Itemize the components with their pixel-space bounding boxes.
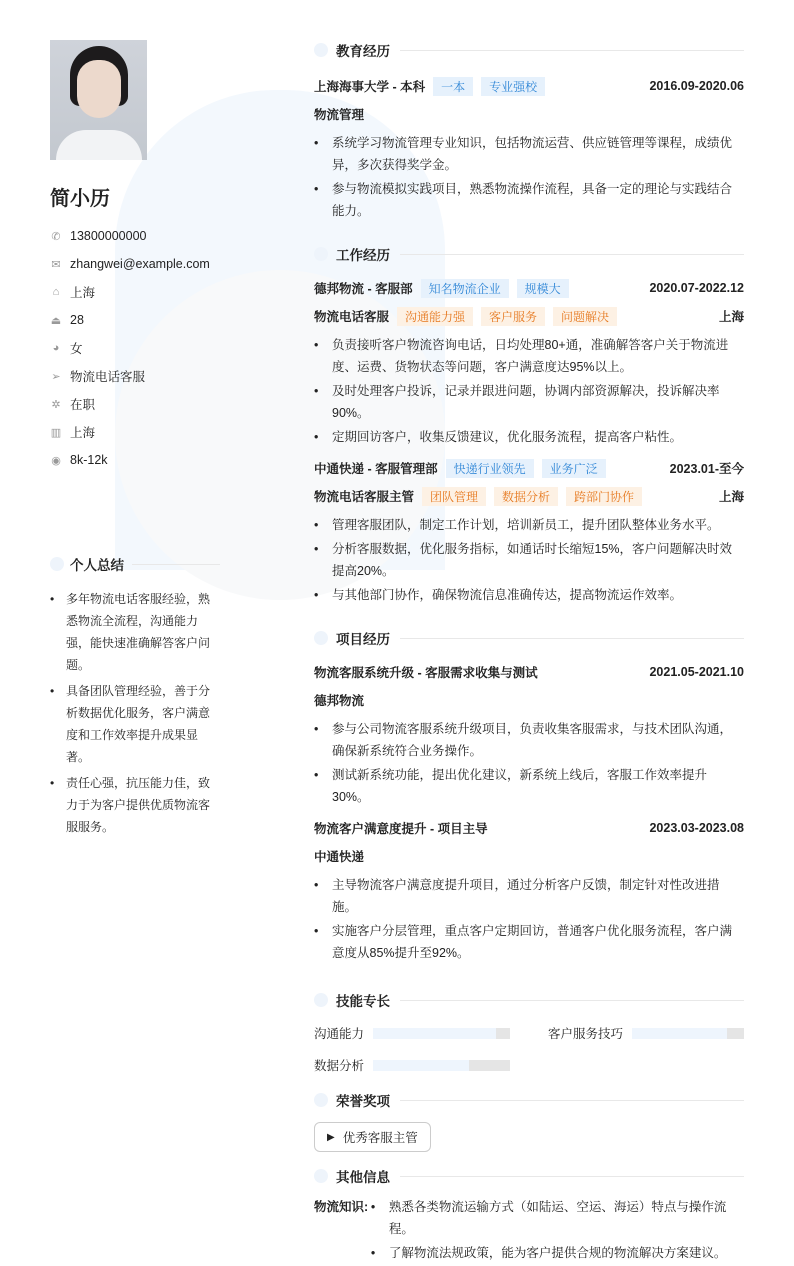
project-item <box>314 814 744 964</box>
info-location <box>50 278 220 306</box>
tag: 跨部门协作 <box>566 487 642 506</box>
role-row <box>314 302 744 330</box>
date: 2023.01-至今 <box>669 462 744 476</box>
section-dot-icon <box>314 1169 328 1183</box>
section-title: 技能专长 <box>336 994 390 1009</box>
project-row <box>314 814 744 842</box>
list-item: • 负责接听客户物流咨询电话，日均处理80+通，准确解答客户关于物流进度、运费、货物状态等问题，客户满意度达95%以上。 <box>314 334 744 378</box>
other-info <box>314 1196 744 1266</box>
age-text: 28 <box>70 313 84 327</box>
skill-item <box>314 1022 510 1044</box>
work-header <box>314 244 744 264</box>
date: 2021.05-2021.10 <box>649 665 744 679</box>
company-row <box>314 454 744 482</box>
work-bullets <box>314 334 744 448</box>
project-name: 物流客服系统升级 - 客服需求收集与测试 <box>314 666 538 680</box>
section-title: 项目经历 <box>336 632 390 647</box>
list-item: • 测试新系统功能，提出优化建议，新系统上线后，客服工作效率提升30%。 <box>314 764 744 808</box>
education-row <box>314 72 744 100</box>
date: 2023.03-2023.08 <box>649 821 744 835</box>
location-text: 上海 <box>70 286 96 300</box>
salary-text: 8k-12k <box>70 453 108 467</box>
tag: 专业强校 <box>481 77 545 96</box>
list-item: • 管理客服团队，制定工作计划，培训新员工，提升团队整体业务水平。 <box>314 514 744 536</box>
sidebar <box>50 40 220 842</box>
skill-name: 沟通能力 <box>314 1027 365 1041</box>
tag: 数据分析 <box>494 487 558 506</box>
info-job <box>50 362 220 390</box>
section-title: 教育经历 <box>336 44 390 59</box>
projects-header <box>314 628 744 648</box>
section-title: 荣誉奖项 <box>336 1094 390 1109</box>
status-text: 在职 <box>70 398 96 412</box>
avatar-photo <box>50 40 147 160</box>
skill-bar-fill <box>373 1028 496 1039</box>
city-text: 上海 <box>70 426 96 440</box>
skill-bar-fill <box>373 1060 469 1071</box>
section-dot-icon <box>314 247 328 261</box>
tag: 问题解决 <box>553 307 617 326</box>
list-item: • 主导物流客户满意度提升项目，通过分析客户反馈，制定针对性改进措施。 <box>314 874 744 918</box>
company-name: 中通快递 - 客服管理部 <box>314 462 438 476</box>
info-phone <box>50 222 220 250</box>
home-icon: ⌂ <box>52 286 60 298</box>
list-item: • 多年物流电话客服经验，熟悉物流全流程，沟通能力强，能快速准确解答客户问题。 <box>50 588 220 676</box>
divider <box>400 1100 744 1101</box>
info-city <box>50 418 220 446</box>
major: 物流管理 <box>314 108 365 122</box>
cake-icon: ⏏ <box>50 314 62 327</box>
section-dot-icon <box>314 1093 328 1107</box>
email-text: zhangwei@example.com <box>70 257 210 271</box>
mail-icon: ✉ <box>51 258 61 271</box>
info-age <box>50 306 220 334</box>
info-status <box>50 390 220 418</box>
other-header <box>314 1166 744 1186</box>
section-title: 个人总结 <box>70 558 124 573</box>
work-bullets <box>314 514 744 606</box>
list-item: • 定期回访客户，收集反馈建议，优化服务流程，提高客户粘性。 <box>314 426 744 448</box>
list-item: • 及时处理客户投诉，记录并跟进问题，协调内部资源解决，投诉解决率90%。 <box>314 380 744 424</box>
tag: 客户服务 <box>481 307 545 326</box>
list-item: • 责任心强，抗压能力佳，致力于为客户提供优质物流客服服务。 <box>50 772 220 838</box>
company-row <box>314 274 744 302</box>
divider <box>400 50 744 51</box>
role: 物流电话客服主管 <box>314 490 415 504</box>
divider <box>132 564 220 565</box>
tag: 沟通能力强 <box>397 307 473 326</box>
section-title: 工作经历 <box>336 248 390 263</box>
send-icon: ➢ <box>51 370 61 383</box>
city: 上海 <box>718 310 744 324</box>
list-item: • 系统学习物流管理专业知识，包括物流运营、供应链管理等课程，成绩优异，多次获得奖学金。 <box>314 132 744 176</box>
city: 上海 <box>718 490 744 504</box>
role-row <box>314 482 744 510</box>
work-item <box>314 274 744 448</box>
project-name: 物流客户满意度提升 - 项目主导 <box>314 822 488 836</box>
tag: 团队管理 <box>422 487 486 506</box>
tag: 一本 <box>433 77 473 96</box>
list-item: • 与其他部门协作，确保物流信息准确传达，提高物流运作效率。 <box>314 584 744 606</box>
list-item: • 实施客户分层管理，重点客户定期回访，普通客户优化服务流程，客户满意度从85%提升至92%。 <box>314 920 744 964</box>
building-icon: ▥ <box>50 426 62 439</box>
project-org: 德邦物流 <box>314 694 365 708</box>
tag: 快递行业领先 <box>446 459 534 478</box>
skill-item <box>314 1054 510 1076</box>
divider <box>400 254 744 255</box>
other-bullets <box>371 1196 744 1266</box>
list-item: • 参与物流模拟实践项目，熟悉物流操作流程，具备一定的理论与实践结合能力。 <box>314 178 744 222</box>
divider <box>400 638 744 639</box>
info-salary <box>50 446 220 474</box>
company-name: 德邦物流 - 客服部 <box>314 282 413 296</box>
list-item: • 参与公司物流客服系统升级项目，负责收集客服需求，与技术团队沟通，确保新系统符合业务操作。 <box>314 718 744 762</box>
skill-bar-fill <box>632 1028 727 1039</box>
skill-item <box>548 1022 744 1044</box>
divider <box>400 1000 744 1001</box>
tag: 规模大 <box>517 279 569 298</box>
skill-bar <box>632 1028 744 1039</box>
role: 物流电话客服 <box>314 310 390 324</box>
list-item: • 具备团队管理经验，善于分析数据优化服务，客户满意度和工作效率提升成果显著。 <box>50 680 220 768</box>
project-item <box>314 658 744 808</box>
date: 2020.07-2022.12 <box>649 281 744 295</box>
contact-info <box>50 222 220 474</box>
skills-header <box>314 990 744 1010</box>
section-dot-icon <box>314 993 328 1007</box>
main-content <box>314 40 744 1266</box>
coin-icon: ◉ <box>51 454 61 467</box>
tag: 知名物流企业 <box>421 279 509 298</box>
list-item: • 熟悉各类物流运输方式（如陆运、空运、海运）特点与操作流程。 <box>371 1196 744 1240</box>
summary-list <box>50 588 220 838</box>
phone-icon: ✆ <box>51 230 61 243</box>
project-bullets <box>314 874 744 964</box>
section-dot-icon <box>50 557 64 571</box>
info-email <box>50 250 220 278</box>
gender-icon: ◕ <box>52 342 60 354</box>
skill-name: 客户服务技巧 <box>548 1027 624 1041</box>
info-gender <box>50 334 220 362</box>
gear-icon: ✲ <box>51 398 61 411</box>
award-badge <box>314 1122 431 1152</box>
section-dot-icon <box>314 631 328 645</box>
job-text: 物流电话客服 <box>70 370 146 384</box>
phone-text: 13800000000 <box>70 229 147 243</box>
work-item <box>314 454 744 606</box>
other-label: 物流知识: <box>314 1200 369 1214</box>
list-item: • 分析客服数据，优化服务指标，如通话时长缩短15%，客户问题解决时效提高20%。 <box>314 538 744 582</box>
gender-text: 女 <box>70 342 83 356</box>
education-header <box>314 40 744 60</box>
list-item: • 了解物流法规政策，能为客户提供合规的物流解决方案建议。 <box>371 1242 744 1264</box>
project-row <box>314 658 744 686</box>
divider <box>400 1176 744 1177</box>
skills-grid <box>314 1022 744 1076</box>
award-name: 优秀客服主管 <box>342 1131 418 1145</box>
awards-header <box>314 1090 744 1110</box>
skill-name: 数据分析 <box>314 1059 365 1073</box>
school-name: 上海海事大学 - 本科 <box>314 80 426 94</box>
project-org: 中通快递 <box>314 850 365 864</box>
summary-header <box>50 554 220 574</box>
date: 2016.09-2020.06 <box>649 79 744 93</box>
skill-bar <box>373 1028 510 1039</box>
section-title: 其他信息 <box>336 1170 390 1185</box>
tag: 业务广泛 <box>542 459 606 478</box>
education-bullets <box>314 132 744 222</box>
section-dot-icon <box>314 43 328 57</box>
project-bullets <box>314 718 744 808</box>
candidate-name: 简小历 <box>50 188 110 210</box>
play-icon: ▶ <box>327 1131 335 1143</box>
skill-bar <box>373 1060 510 1071</box>
